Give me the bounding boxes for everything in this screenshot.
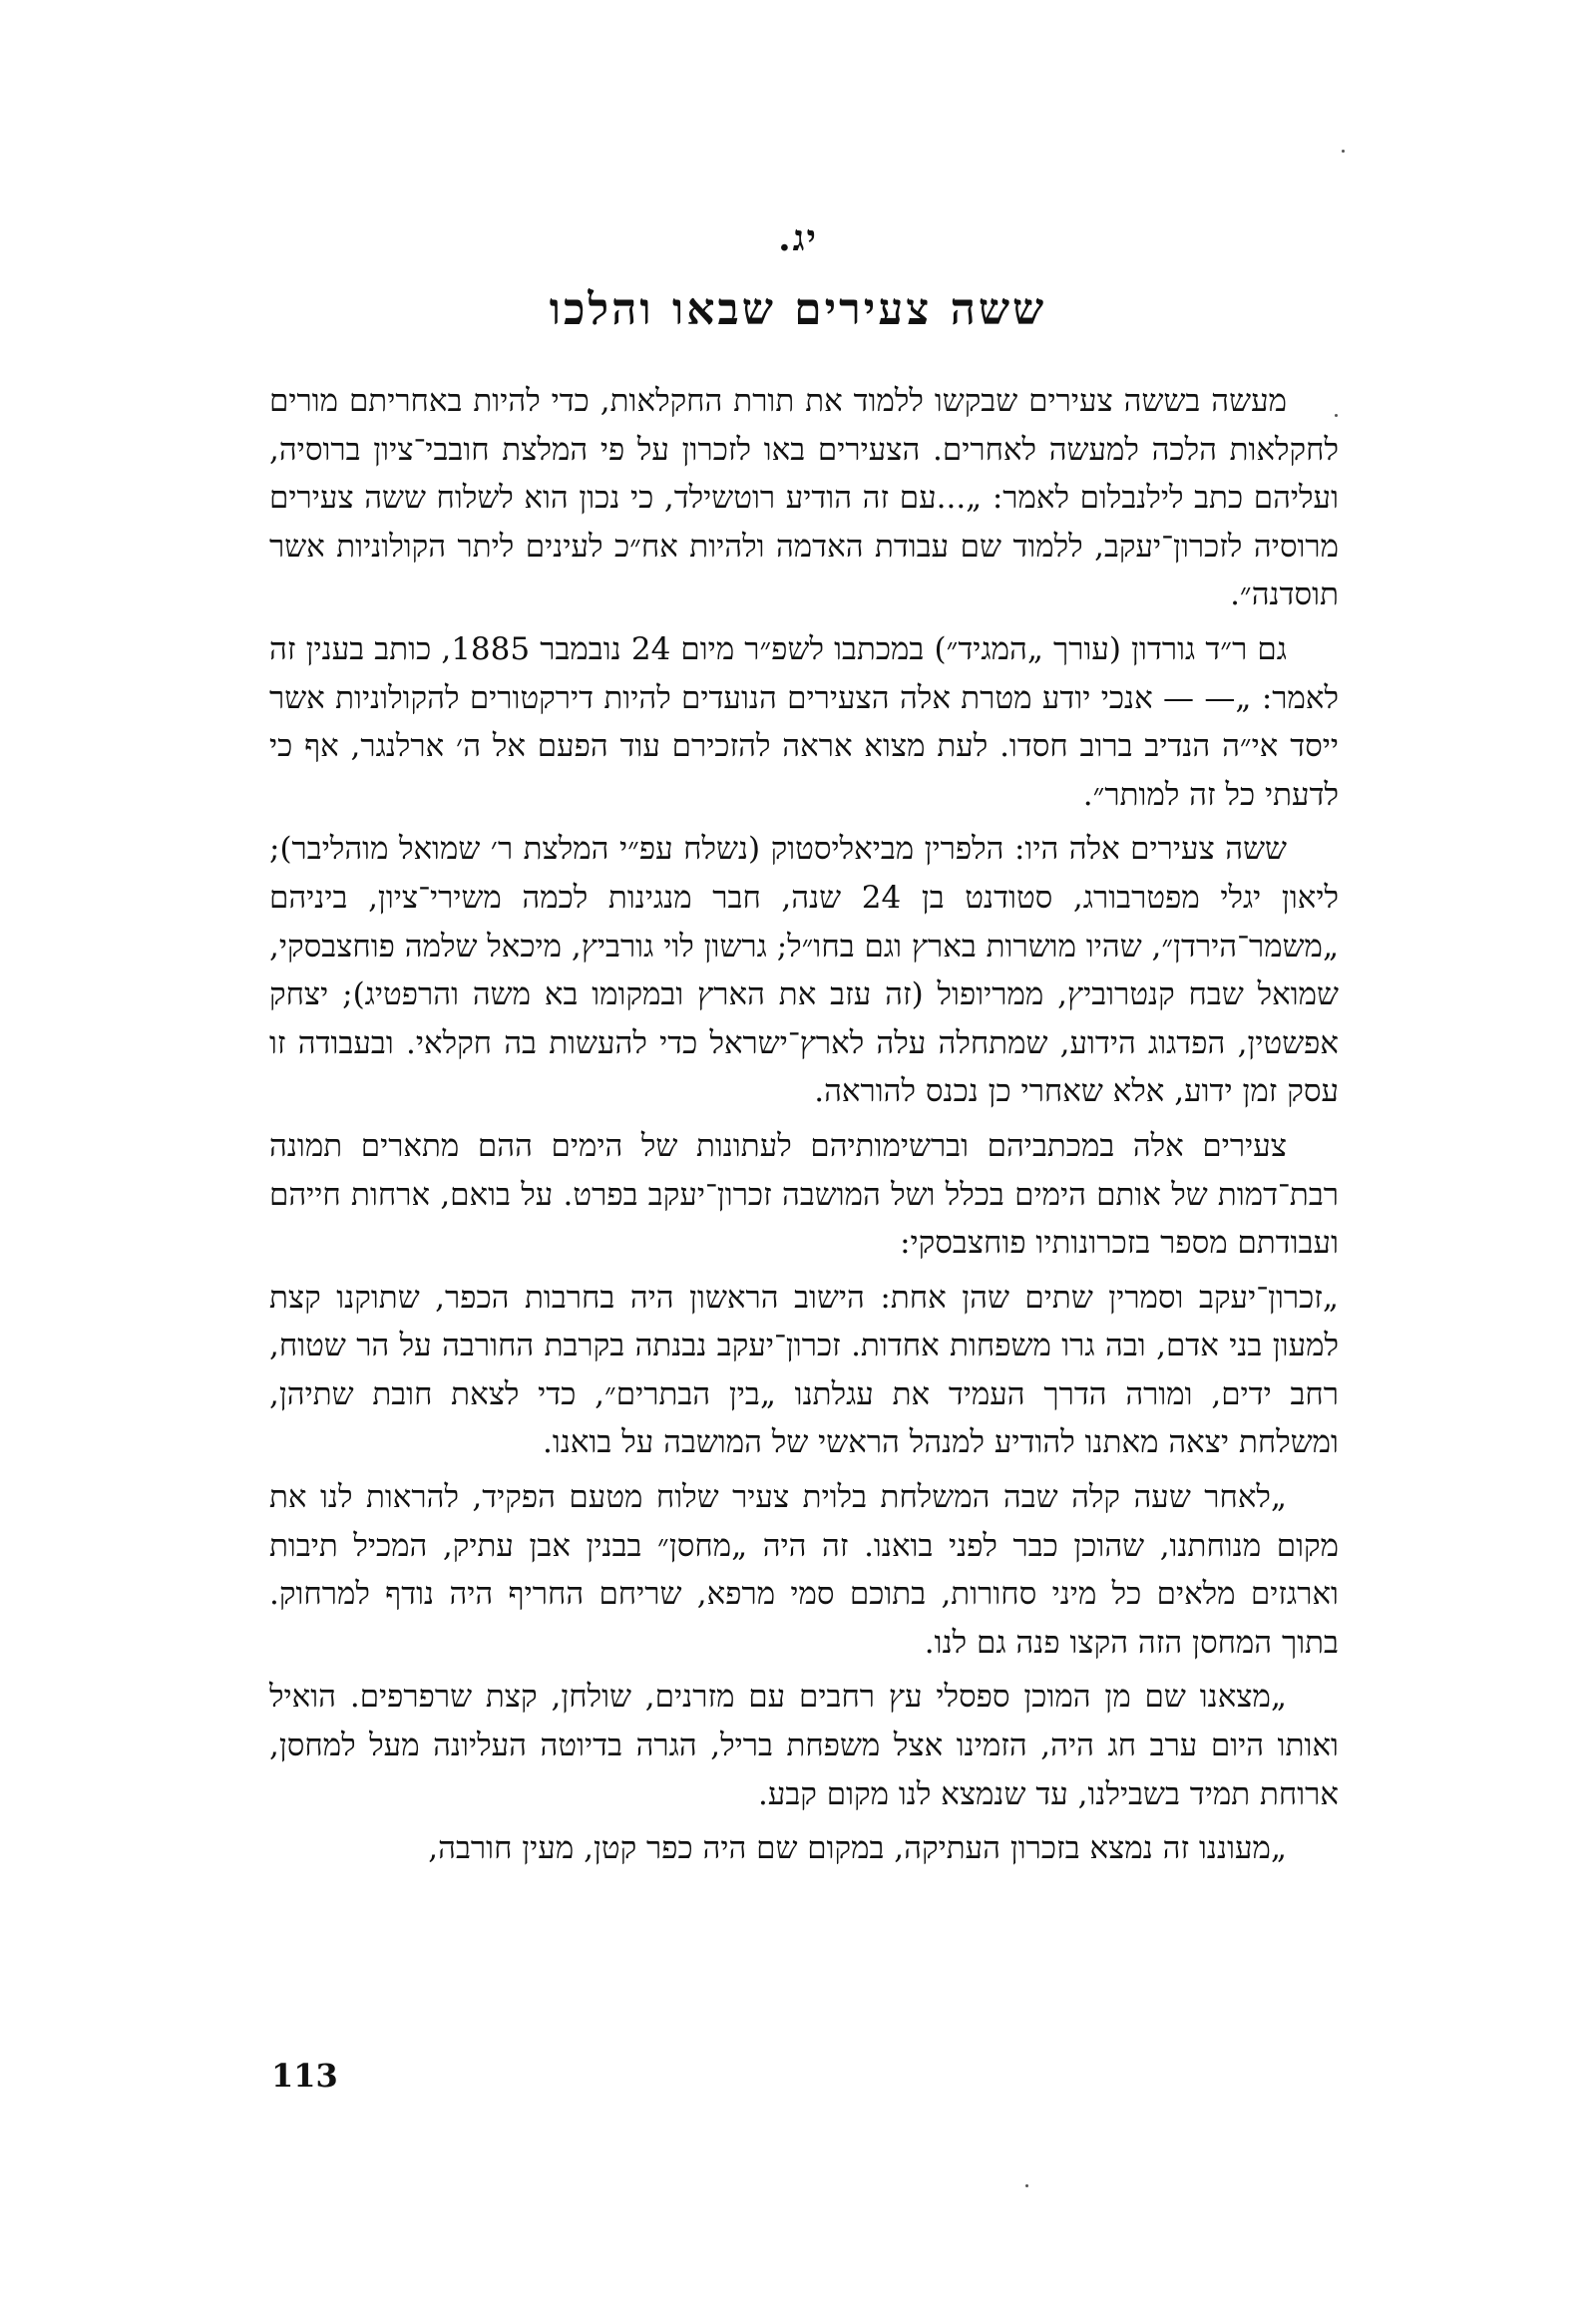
quoted-paragraph: „זכרון־יעקב וסמרין שתים שהן אחת: הישוב הראשון היה בחרבות הכפר, שתוקנו קצת למעון בני אדם, ובה גרו משפחות אחדות. זכרון־יעקב נבנתה בקרבת החורבה על הר שטוח, רחב ידים, ומורה הדרך העמיד את עגלתנו „בין הבתרים״, כדי לצאת חובת שתיהן, ומשלחת יצאה מאתנו להודיע למנהל הראשי של המושבה על בואנו. [269,1279,1339,1461]
scan-speck [1025,2184,1028,2187]
paragraph: גם ר״ד גורדון (עורך „המגיד״) במכתבו לשפ״ר מיום 24 נובמבר 1885, כותב בענין זה לאמר: „— — אנכי יודע מטרת אלה הצעירים הנועדים להיות דירקטורים להקולוניות אשר ייסד אי״ה הנדיב ברוב חסדו. לעת מצוא אראה להזכירם עוד הפעם אל ה׳ ארלנגר, אף כי לדעתי כל זה למותר״. [269,630,1339,813]
quoted-paragraph: „מעוננו זה נמצא בזכרון העתיקה, במקום שם היה כפר קטן, מעין חורבה, [428,1830,1287,1867]
chapter-title: ששה צעירים שבאו והלכו [549,284,1047,335]
scan-speck [1342,150,1345,153]
page-number: 113 [271,2057,338,2095]
quoted-paragraph: „מצאנו שם מן המוכן ספסלי עץ רחבים עם מזרנים, שולחן, קצת שרפרפים. הואיל ואותו היום ערב חג היה, הזמינו אצל משפחת בריל, הגרה בדיוטה העליונה מעל למחסן, ארוחת תמיד בשבילנו, עד שנמצא לנו מקום קבע. [269,1679,1339,1812]
scan-speck [1335,414,1338,417]
body-text [269,377,1339,1879]
paragraph: מעשה בששה צעירים שבקשו ללמוד את תורת החקלאות, כדי להיות באחריתם מורים לחקלאות הלכה למעשה לאחרים. הצעירים באו לזכרון על פי המלצת חובבי־ציון ברוסיה, ועליהם כתב לילנבלום לאמר: „...עם זה הודיע רוטשילד, כי נכון הוא לשלוח ששה צעירים מרוסיה לזכרון־יעקב, ללמוד שם עבודת האדמה ולהיות אח״כ לעינים ליתר הקולוניות אשר תוסדנה״. [269,383,1339,613]
paragraph: צעירים אלה במכתביהם וברשימותיהם לעתונות של הימים ההם מתארים תמונה רבת־דמות של אותם הימים בכלל ושל המושבה זכרון־יעקב בפרט. על בואם, ארחות חייהם ועבודתם מספר בזכרונותיו פוחצבסקי: [269,1127,1339,1262]
chapter-number: יג. [778,217,818,259]
paragraph: ששה צעירים אלה היו: הלפרין מביאליסטוק (נשלח עפ״י המלצת ר׳ שמואל מוהליבר); ליאון יגלי מפטרבורג, סטודנט בן 24 שנה, חבר מנגינות לכמה משירי־ציון, ביניהם „משמר־הירדן״, שהיו מושרות בארץ וגם בחו״ל; גרשון לוי גורביץ, מיכאל שלמה פוחצבסקי, שמואל שבח קנטרוביץ, ממריופול (זה עזב את הארץ ובמקומו בא משה והרפטיג); יצחק אפשטין, הפדגוג הידוע, שמתחלה עלה לארץ־ישראל כדי להעשות בה חקלאי. ובעבודה זו עסק זמן ידוע, אלא שאחרי כן נכנס להוראה. [269,831,1339,1110]
quoted-paragraph: „לאחר שעה קלה שבה המשלחת בלוית צעיר שלוח מטעם הפקיד, להראות לנו את מקום מנוחתנו, שהוכן כבר לפני בואנו. זה היה „מחסן״ בבנין אבן עתיק, המכיל תיבות וארגזים מלאים כל מיני סחורות, בתוכם סמי מרפא, שריחם החריף היה נודף למרחוק. בתוך המחסן הזה הקצו פנה גם לנו. [269,1479,1339,1661]
